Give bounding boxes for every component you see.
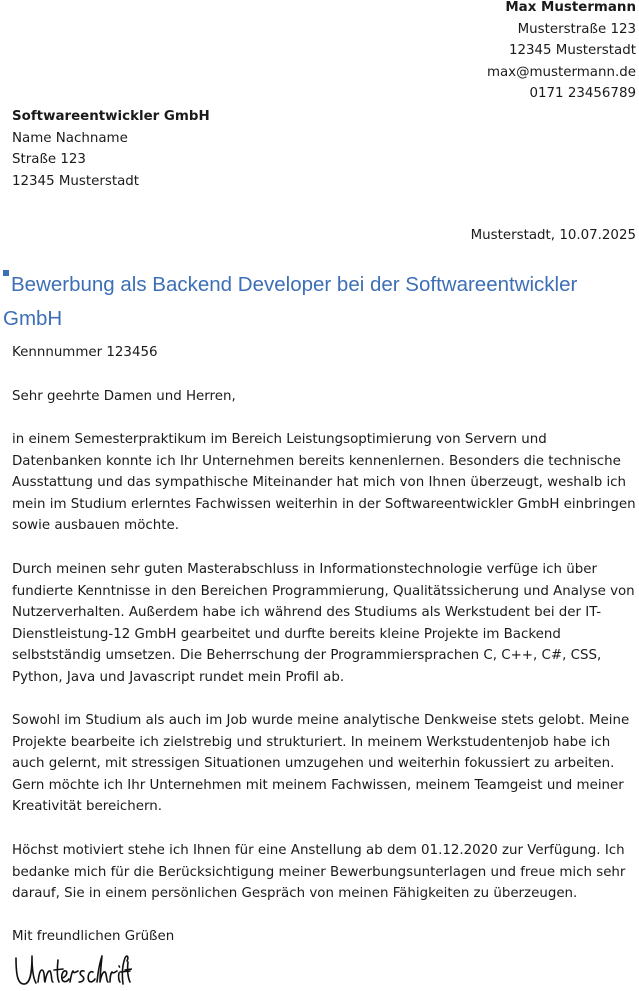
- sender-city: 12345 Musterstadt: [508, 43, 636, 59]
- sender-address: [487, 0, 636, 105]
- sender-street: Musterstraße 123: [517, 21, 636, 37]
- recipient-company: Softwareentwickler GmbH: [12, 109, 210, 124]
- date-line: Musterstadt, 10.07.2025: [470, 228, 636, 243]
- subject-text: Bewerbung als Backend Developer bei der Softwareentwickler GmbH: [3, 273, 578, 330]
- body-paragraph: Durch meinen sehr guten Masterabschluss in Informationstechnologie verfüge ich über fundierte Kenntnisse in den Bereichen Programmierung, Qualitätssicherung und Analyse von Nutzerverhalten. Außerdem habe ich während des Studiums als Werkstudent bei der IT-Dienstleistung-12 GmbH gearbeitet und durfte bereits kleine Projekte im Backend selbstständig umsetzen. Die Beherrschung der Programmiersprachen C, C++, C#, CSS, Python, Java und Javascript rundet mein Profil ab.: [12, 562, 635, 685]
- closing: Mit freundlichen Grüßen: [12, 929, 175, 944]
- body-paragraph: in einem Semesterpraktikum im Bereich Leistungsoptimierung von Servern und Datenbanken konnte ich Ihr Unternehmen bereits kennenlernen. Besonders die technische Ausstattung und das sympathische Miteinander hat mich von Ihnen überzeugt, weshalb ich mein im Studium erlerntes Fachwissen weiterhin in der Softwareentwickler GmbH einbringen sowie ausbauen möchte.: [12, 432, 636, 534]
- recipient-city: 12345 Musterstadt: [12, 173, 140, 189]
- subject-heading: [3, 268, 633, 336]
- recipient-address: [12, 106, 210, 192]
- sender-email: max@mustermann.de: [486, 64, 636, 80]
- body-paragraph: Sowohl im Studium als auch im Job wurde meine analytische Denkweise stets gelobt. Meine Projekte bearbeite ich zielstrebig und strukturiert. In meinem Werkstudentenjob habe ich auch gelernt, mit stressigen Situationen umzugehen und weiterhin fokussiert zu arbeiten. Gern möchte ich Ihr Unternehmen mit meinem Fachwissen, meinem Teamgeist und meiner Kreativität bereichern.: [12, 713, 630, 815]
- heading-marker: [3, 270, 9, 276]
- salutation: Sehr geehrte Damen und Herren,: [12, 389, 236, 404]
- handwritten-signature: [12, 948, 132, 990]
- reference-number: Kennnummer 123456: [12, 345, 158, 360]
- sender-phone: 0171 23456789: [529, 86, 636, 102]
- sender-name: Max Mustermann: [505, 0, 636, 15]
- recipient-street: Straße 123: [12, 152, 86, 168]
- body-paragraph: Höchst motiviert stehe ich Ihnen für eine Anstellung ab dem 01.12.2020 zur Verfügung. Ich bedanke mich für die Berücksichtigung meiner Bewerbungsunterlagen und freue mich sehr darauf, Sie in einem persönlichen Gespräch von meinen Fähigkeiten zu überzeugen.: [12, 843, 626, 902]
- recipient-contact: Name Nachname: [12, 130, 128, 146]
